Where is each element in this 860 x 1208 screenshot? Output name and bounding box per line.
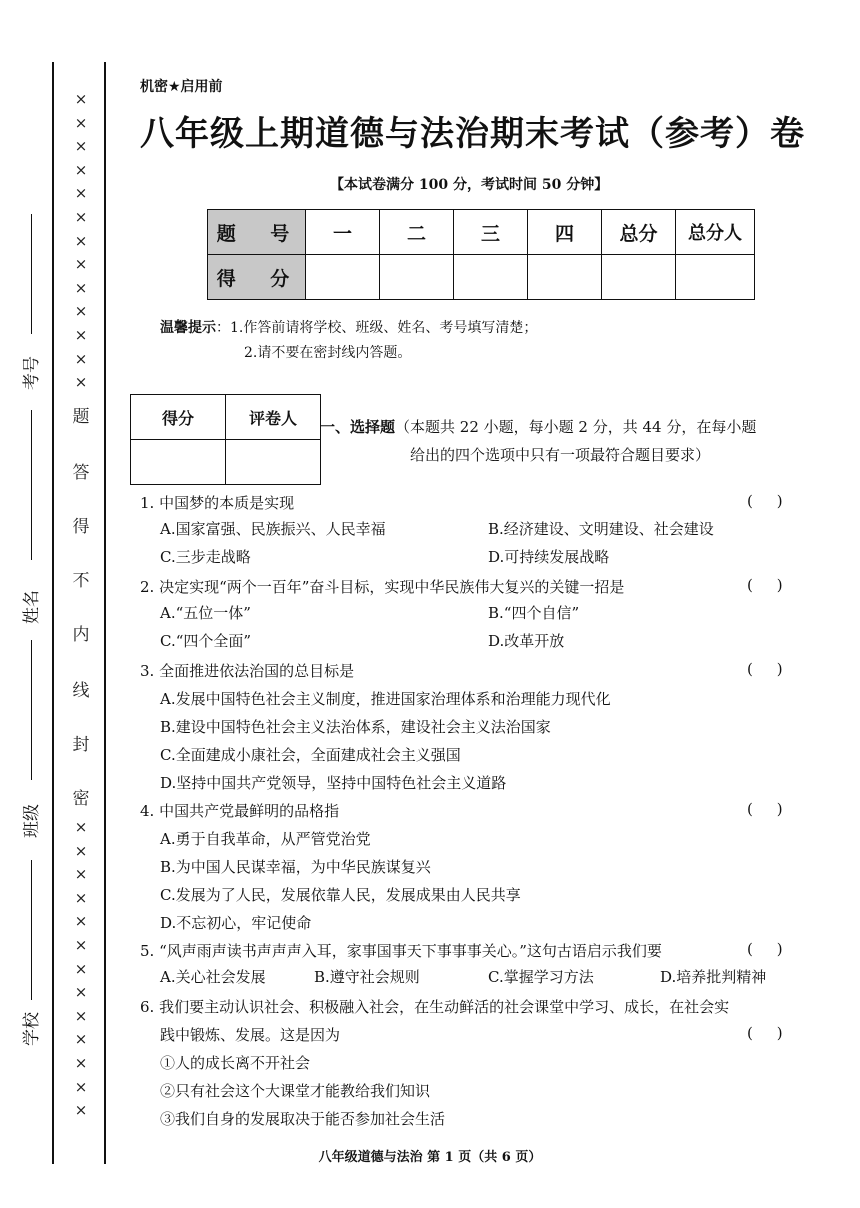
score-cell[interactable] <box>380 255 454 300</box>
question-stem: 1. 中国梦的本质是实现 <box>140 494 295 512</box>
seal-char: 内 <box>72 625 90 645</box>
question-stem: 2. 决定实现“两个一百年”奋斗目标，实现中华民族伟大复兴的关键一招是 <box>140 578 625 596</box>
answer-blank[interactable]: ( ) <box>747 800 783 818</box>
option-d: D.可持续发展战略 <box>488 548 610 566</box>
seal-x-mark: × <box>74 841 88 860</box>
score-table-header: 总分 <box>602 210 676 255</box>
seal-char: 答 <box>72 463 90 483</box>
option-c: C.发展为了人民，发展依靠人民，发展成果由人民共享 <box>160 886 521 904</box>
option-a: A.勇于自我革命，从严管党治党 <box>160 830 371 848</box>
seal-x-mark: × <box>74 184 88 203</box>
seal-x-mark: × <box>74 1101 88 1120</box>
seal-x-mark: × <box>74 349 88 368</box>
seal-x-mark: × <box>74 1053 88 1072</box>
score-table-header: 总分人 <box>676 210 755 255</box>
option-b: B.经济建设、文明建设、社会建设 <box>488 520 714 538</box>
confidential-label: 机密★启用前 <box>140 79 223 95</box>
seal-x-mark: × <box>74 959 88 978</box>
seal-x-mark: × <box>74 160 88 179</box>
tips-text-1: ：1.作答前请将学校、班级、姓名、考号填写清楚； <box>216 320 538 336</box>
grader-reviewer-cell[interactable] <box>226 440 321 485</box>
score-table <box>207 209 755 300</box>
grader-input-row <box>131 440 321 485</box>
seal-x-mark: × <box>74 983 88 1002</box>
statement-1: ①人的成长离不开社会 <box>160 1054 311 1072</box>
seal-x-mark: × <box>74 207 88 226</box>
score-cell[interactable] <box>306 255 380 300</box>
exam-title: 八年级上期道德与法治期末考试（参考）卷 <box>140 114 805 154</box>
grader-table <box>130 394 321 485</box>
grader-score-header: 得分 <box>131 395 226 440</box>
seal-x-mark: × <box>74 231 88 250</box>
option-b: B.为中国人民谋幸福，为中华民族谋复兴 <box>160 858 431 876</box>
seal-x-mark: × <box>74 137 88 156</box>
question-stem: 6. 我们要主动认识社会、积极融入社会，在生动鲜活的社会课堂中学习、成长，在社会实 <box>140 998 730 1016</box>
seal-x-mark: × <box>74 325 88 344</box>
answer-blank[interactable]: ( ) <box>747 1024 783 1042</box>
binding-line-inner <box>104 62 106 1164</box>
option-c: C.三步走战略 <box>160 548 251 566</box>
option-c: C.掌握学习方法 <box>488 968 594 986</box>
seal-x-mark: × <box>74 1006 88 1025</box>
score-cell[interactable] <box>528 255 602 300</box>
statement-3: ③我们自身的发展取决于能否参加社会生活 <box>160 1110 446 1128</box>
score-table-score-row <box>208 255 755 300</box>
exam-number-line <box>31 214 32 334</box>
seal-x-mark: × <box>74 888 88 907</box>
seal-char: 密 <box>72 789 90 809</box>
seal-char: 题 <box>72 407 90 427</box>
seal-x-mark: × <box>74 302 88 321</box>
name-label: 姓名 <box>22 590 42 624</box>
seal-x-mark: × <box>74 278 88 297</box>
option-d: D.培养批判精神 <box>660 968 767 986</box>
score-table-header: 四 <box>528 210 602 255</box>
tips-line-2: 2.请不要在密封线内答题。 <box>244 345 412 361</box>
exam-number-label: 考号 <box>22 356 42 390</box>
answer-blank[interactable]: ( ) <box>747 660 783 678</box>
score-table-header: 二 <box>380 210 454 255</box>
question-stem: 3. 全面推进依法治国的总目标是 <box>140 662 355 680</box>
question-stem: 5. “风声雨声读书声声声入耳，家事国事天下事事事关心。”这句古语启示我们要 <box>140 942 662 960</box>
seal-char: 线 <box>72 681 90 701</box>
option-b: B.“四个自信” <box>488 604 580 622</box>
answer-blank[interactable]: ( ) <box>747 576 783 594</box>
grader-header-row <box>131 395 321 440</box>
seal-x-mark: × <box>74 818 88 836</box>
score-row-label: 得 分 <box>208 255 306 300</box>
option-c: C.“四个全面” <box>160 632 252 650</box>
statement-2: ②只有社会这个大课堂才能教给我们知识 <box>160 1082 431 1100</box>
option-a: A.发展中国特色社会主义制度，推进国家治理体系和治理能力现代化 <box>160 690 611 708</box>
seal-x-mark: × <box>74 90 88 108</box>
school-line[interactable] <box>31 860 32 1000</box>
section-1-desc-2: 给出的四个选项中只有一项最符合题目要求） <box>410 446 711 464</box>
option-b: B.建设中国特色社会主义法治体系，建设社会主义法治国家 <box>160 718 551 736</box>
grader-score-cell[interactable] <box>131 440 226 485</box>
exam-number-label-wrap <box>18 356 46 390</box>
option-a: A.“五位一体” <box>160 604 251 622</box>
seal-x-mark: × <box>74 865 88 884</box>
score-table-header: 一 <box>306 210 380 255</box>
option-a: A.国家富强、民族振兴、人民幸福 <box>160 520 386 538</box>
class-line[interactable] <box>31 640 32 780</box>
score-cell[interactable] <box>602 255 676 300</box>
score-table-header: 题 号 <box>208 210 306 255</box>
warm-tips <box>160 316 537 366</box>
score-table-header-row <box>208 210 755 255</box>
question-stem-continued: 践中锻炼、发展。这是因为 <box>160 1026 341 1044</box>
option-a: A.关心社会发展 <box>160 968 266 986</box>
option-d: D.不忘初心，牢记使命 <box>160 914 312 932</box>
tips-line-1 <box>160 316 537 341</box>
seal-char: 不 <box>72 571 90 591</box>
option-d: D.改革开放 <box>488 632 565 650</box>
binding-line-outer <box>52 62 54 1164</box>
seal-x-mark: × <box>74 1077 88 1096</box>
seal-x-mark: × <box>74 912 88 931</box>
score-table-header: 三 <box>454 210 528 255</box>
seal-x-mark: × <box>74 1030 88 1049</box>
seal-x-mark: × <box>74 113 88 132</box>
section-1-title: 一、选择题 <box>320 418 396 436</box>
name-label-wrap <box>18 590 46 624</box>
class-label-wrap <box>18 804 46 838</box>
seal-x-marks-top <box>72 88 90 395</box>
seal-x-marks-bottom <box>72 816 90 1123</box>
answer-blank[interactable]: ( ) <box>747 492 783 510</box>
seal-char: 得 <box>72 517 90 537</box>
score-cell[interactable] <box>454 255 528 300</box>
question-stem: 4. 中国共产党最鲜明的品格指 <box>140 802 340 820</box>
section-1-desc-1: （本题共 22 小题，每小题 2 分，共 44 分，在每小题 <box>395 418 757 436</box>
answer-blank[interactable]: ( ) <box>747 940 783 958</box>
name-line[interactable] <box>31 410 32 560</box>
seal-char: 封 <box>72 735 90 755</box>
page-footer: 八年级道德与法治 第 1 页（共 6 页） <box>318 1150 542 1165</box>
exam-note: 【本试卷满分 100 分，考试时间 50 分钟】 <box>330 177 609 193</box>
tips-label: 温馨提示 <box>160 320 216 336</box>
option-b: B.遵守社会规则 <box>314 968 420 986</box>
school-label-wrap <box>18 1012 46 1046</box>
grader-reviewer-header: 评卷人 <box>226 395 321 440</box>
seal-x-mark: × <box>74 255 88 274</box>
score-cell[interactable] <box>676 255 755 300</box>
section-1-header <box>320 412 820 470</box>
option-d: D.坚持中国共产党领导，坚持中国特色社会主义道路 <box>160 774 507 792</box>
seal-x-mark: × <box>74 935 88 954</box>
class-label: 班级 <box>22 804 42 838</box>
school-label: 学校 <box>22 1012 42 1046</box>
seal-x-mark: × <box>74 373 88 392</box>
option-c: C.全面建成小康社会，全面建成社会主义强国 <box>160 746 461 764</box>
